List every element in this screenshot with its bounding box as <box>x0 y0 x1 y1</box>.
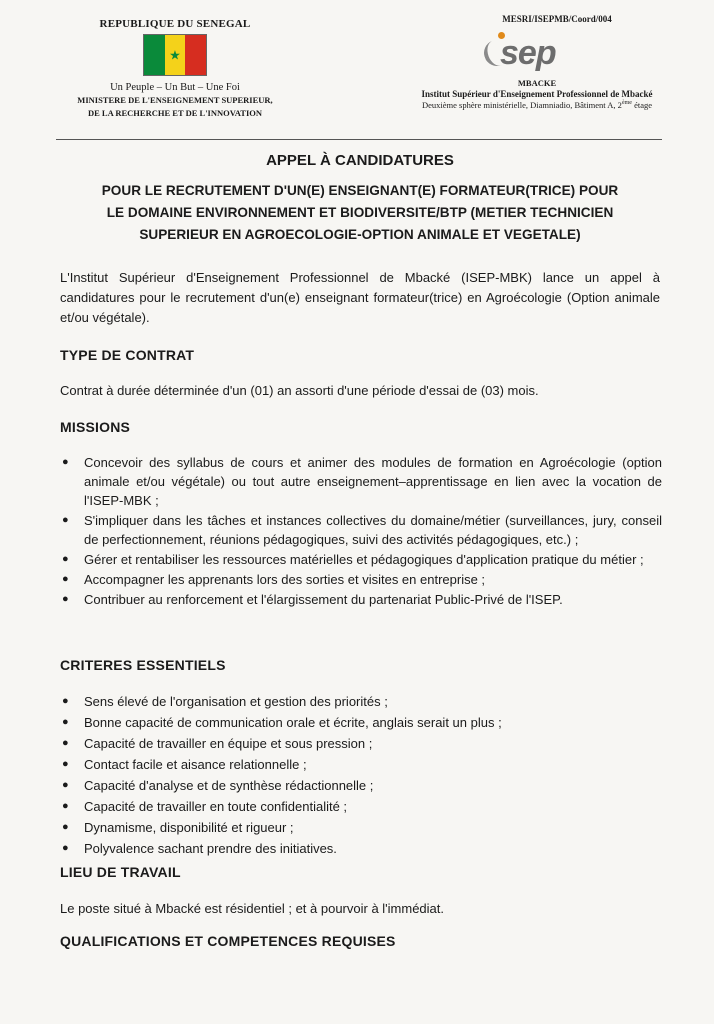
subtitle-line-2: LE DOMAINE ENVIRONNEMENT ET BIODIVERSITE/BTP (METIER TECHNICIEN <box>106 205 614 220</box>
list-item <box>58 590 662 609</box>
senegal-flag-icon <box>143 34 207 76</box>
subtitle-line-3: SUPERIEUR EN AGROECOLOGIE-OPTION ANIMALE ET VEGETALE) <box>139 227 581 242</box>
criteria-heading: CRITERES ESSENTIELS <box>60 657 226 673</box>
mission-text: Accompagner les apprenants lors des sorties et visites en entreprise ; <box>84 572 486 587</box>
mission-text: Contribuer au renforcement et l'élargissement du partenariat Public-Privé de l'ISEP. <box>84 592 563 607</box>
flag-red-band <box>185 35 206 75</box>
address-end: étage <box>631 100 652 110</box>
bullet-icon: ● <box>62 593 69 605</box>
bullet-icon: ● <box>62 514 69 526</box>
list-item <box>58 511 662 549</box>
bullet-icon: ● <box>62 716 69 728</box>
bullet-icon: ● <box>62 573 69 585</box>
address-superscript: ème <box>621 100 632 107</box>
bullet-icon: ● <box>62 553 69 565</box>
flag-star-icon: ★ <box>169 47 181 63</box>
list-item <box>58 839 662 858</box>
bullet-icon: ● <box>62 456 69 468</box>
criterion-text: Bonne capacité de communication orale et écrite, anglais serait un plus ; <box>84 715 502 730</box>
bullet-icon: ● <box>62 737 69 749</box>
flag-green-band <box>144 35 165 75</box>
mission-text: Concevoir des syllabus de cours et animer des modules de formation en Agroécologie (option animale et/ou végétale) ou tout autre enseignement–apprentissage en lien avec la vocation de l'ISEP-MBK ; <box>84 455 662 508</box>
flag-yellow-band <box>165 35 186 75</box>
national-motto: Un Peuple – Un But – Une Foi <box>110 82 240 93</box>
list-item <box>58 818 662 837</box>
intro-paragraph: L'Institut Supérieur d'Enseignement Professionnel de Mbacké (ISEP-MBK) lance un appel à candidatures pour le recrutement d'un(e) enseignant formateur(trice) en Agroécologie (Option animale et/ou végétale). <box>60 270 660 325</box>
list-item <box>58 570 662 589</box>
criterion-text: Capacité de travailler en toute confidentialité ; <box>84 799 348 814</box>
list-item <box>58 797 662 816</box>
institute-name: Institut Supérieur d'Enseignement Professionnel de Mbacké <box>421 89 653 99</box>
qualifications-heading: QUALIFICATIONS ET COMPETENCES REQUISES <box>60 933 396 949</box>
list-item <box>58 755 662 774</box>
document-reference: MESRI/ISEPMB/Coord/004 <box>502 14 612 24</box>
criterion-text: Dynamisme, disponibilité et rigueur ; <box>84 820 294 835</box>
list-item <box>58 713 662 732</box>
institute-address <box>392 100 682 110</box>
republic-name: REPUBLIQUE DU SENEGAL <box>99 18 251 30</box>
bullet-icon: ● <box>62 821 69 833</box>
ministry-line-1: MINISTERE DE L'ENSEIGNEMENT SUPERIEUR, <box>77 95 273 105</box>
workplace-text: Le poste situé à Mbacké est résidentiel ; et à pourvoir à l'immédiat. <box>60 901 445 916</box>
contract-text: Contrat à durée déterminée d'un (01) an assorti d'une période d'essai de (03) mois. <box>60 383 539 398</box>
criterion-text: Sens élevé de l'organisation et gestion des priorités ; <box>84 694 388 709</box>
institute-header <box>392 14 682 110</box>
list-item <box>58 734 662 753</box>
mission-text: S'impliquer dans les tâches et instances collectives du domaine/métier (surveillances, jury, conseil de perfectionnement, réunions pédagogiques, suivi des activités pédagogiques, etc.) ; <box>84 513 662 547</box>
list-item <box>58 453 662 510</box>
republic-header <box>60 18 290 119</box>
subtitle-line-1: POUR LE RECRUTEMENT D'UN(E) ENSEIGNANT(E) FORMATEUR(TRICE) POUR <box>101 183 619 198</box>
page-title: APPEL À CANDIDATURES <box>266 152 454 169</box>
workplace-heading: LIEU DE TRAVAIL <box>60 864 181 880</box>
list-item <box>58 776 662 795</box>
list-item <box>58 692 662 711</box>
ministry-line-2: DE LA RECHERCHE ET DE L'INNOVATION <box>87 108 263 118</box>
mission-text: Gérer et rentabiliser les ressources matérielles et pédagogiques d'application pratique du métier ; <box>84 552 644 567</box>
criterion-text: Capacité de travailler en équipe et sous pression ; <box>84 736 373 751</box>
address-text: Deuxième sphère ministérielle, Diamniadio, Bâtiment A, 2 <box>422 100 622 110</box>
missions-heading: MISSIONS <box>60 419 131 435</box>
bullet-icon: ● <box>62 842 69 854</box>
criterion-text: Capacité d'analyse et de synthèse rédactionnelle ; <box>84 778 374 793</box>
header-divider <box>56 139 662 140</box>
bullet-icon: ● <box>62 695 69 707</box>
criteria-list <box>58 692 662 860</box>
criterion-text: Contact facile et aisance relationnelle ; <box>84 757 307 772</box>
logo-text: sep <box>500 34 556 72</box>
institute-city: MBACKE <box>517 78 557 88</box>
page-subtitle <box>40 180 680 246</box>
contract-heading: TYPE DE CONTRAT <box>60 347 195 363</box>
missions-list <box>58 453 662 610</box>
bullet-icon: ● <box>62 758 69 770</box>
list-item <box>58 550 662 569</box>
isep-logo <box>482 32 592 74</box>
criterion-text: Polyvalence sachant prendre des initiatives. <box>84 841 337 856</box>
bullet-icon: ● <box>62 779 69 791</box>
bullet-icon: ● <box>62 800 69 812</box>
